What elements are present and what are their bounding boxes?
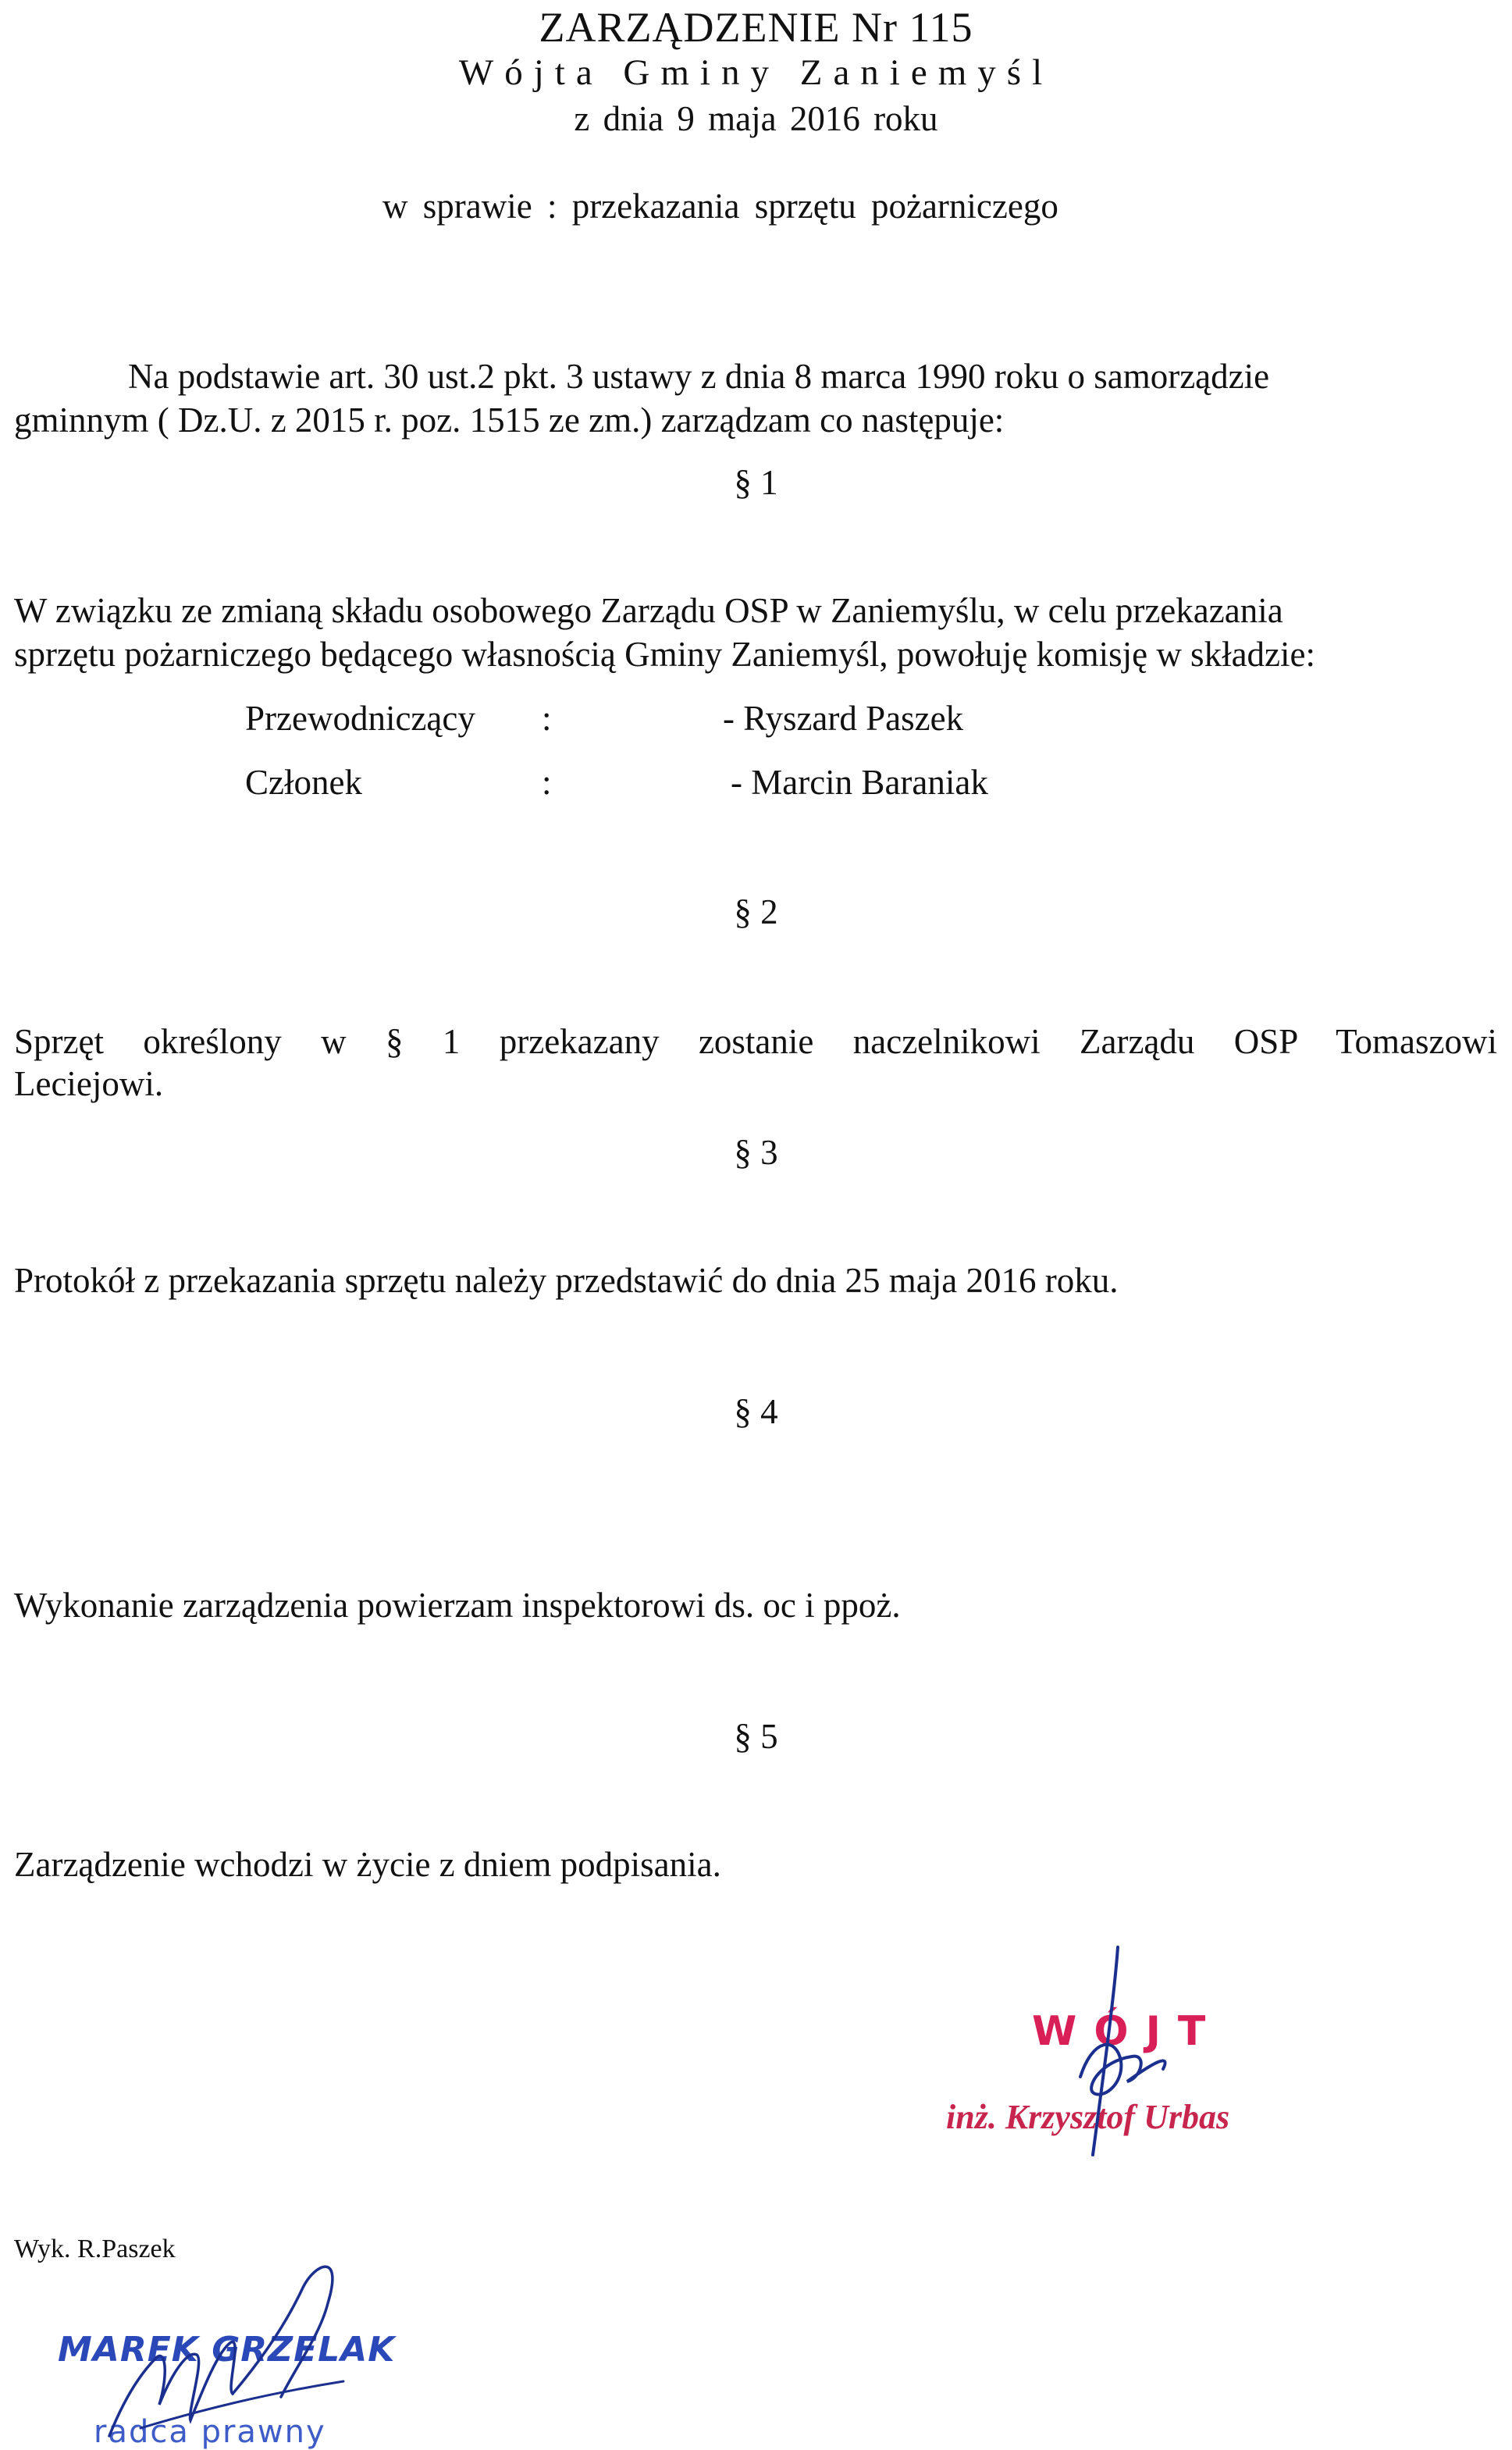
legal-signature-icon bbox=[94, 2256, 398, 2449]
section-1-line-2: sprzętu pożarniczego będącego własnością Gminy Zaniemyśl, powołuję komisję w składzie: bbox=[14, 635, 1315, 674]
section-2-line-2: Leciejowi. bbox=[14, 1064, 164, 1103]
preamble-line-1: Na podstawie art. 30 ust.2 pkt. 3 ustawy z dnia 8 marca 1990 roku o samorządzie bbox=[128, 357, 1270, 396]
stamp-legal-role: radca prawny bbox=[94, 2414, 326, 2450]
section-mark-4: § 4 bbox=[734, 1392, 778, 1431]
section-mark-2: § 2 bbox=[734, 892, 778, 931]
section-2-line-1: Sprzęt określony w § 1 przekazany zostanie naczelnikowi Zarządu OSP Tomaszowi bbox=[14, 1022, 1497, 1061]
section-5-text: Zarządzenie wchodzi w życie z dniem podpisania. bbox=[14, 1845, 721, 1884]
stamp-wojt-name: inż. Krzysztof Urbas bbox=[946, 2098, 1230, 2136]
commission-role-1: Przewodniczący bbox=[245, 699, 475, 738]
section-mark-1: § 1 bbox=[734, 463, 778, 502]
section-4-text: Wykonanie zarządzenia powierzam inspektorowi ds. oc i ppoż. bbox=[14, 1586, 901, 1625]
document-issuer: Wójta Gminy Zaniemyśl bbox=[458, 52, 1054, 93]
stamp-wojt-title: WÓJT bbox=[1032, 2008, 1223, 2055]
commission-name-1: - Ryszard Paszek bbox=[723, 699, 964, 738]
document-subject: w sprawie : przekazania sprzętu pożarniczego bbox=[382, 187, 1058, 226]
wojt-signature-icon bbox=[1046, 1944, 1186, 2163]
commission-name-2: - Marcin Baraniak bbox=[731, 763, 988, 802]
commission-role-2: Członek bbox=[245, 763, 362, 802]
commission-colon-2: : bbox=[542, 763, 552, 802]
preamble-line-2: gminnym ( Dz.U. z 2015 r. poz. 1515 ze zm.) zarządzam co następuje: bbox=[14, 401, 1005, 440]
section-mark-3: § 3 bbox=[734, 1133, 778, 1172]
section-1-line-1: W związku ze zmianą składu osobowego Zarządu OSP w Zaniemyślu, w celu przekazania bbox=[14, 591, 1283, 630]
commission-colon-1: : bbox=[542, 699, 552, 738]
document-title: ZARZĄDZENIE Nr 115 bbox=[539, 4, 973, 51]
section-3-text: Protokół z przekazania sprzętu należy przedstawić do dnia 25 maja 2016 roku. bbox=[14, 1261, 1119, 1300]
section-mark-5: § 5 bbox=[734, 1717, 778, 1756]
prepared-by: Wyk. R.Paszek bbox=[14, 2235, 176, 2263]
stamp-legal-name: MAREK GRZELAK bbox=[58, 2330, 396, 2370]
document-date: z dnia 9 maja 2016 roku bbox=[574, 99, 938, 138]
